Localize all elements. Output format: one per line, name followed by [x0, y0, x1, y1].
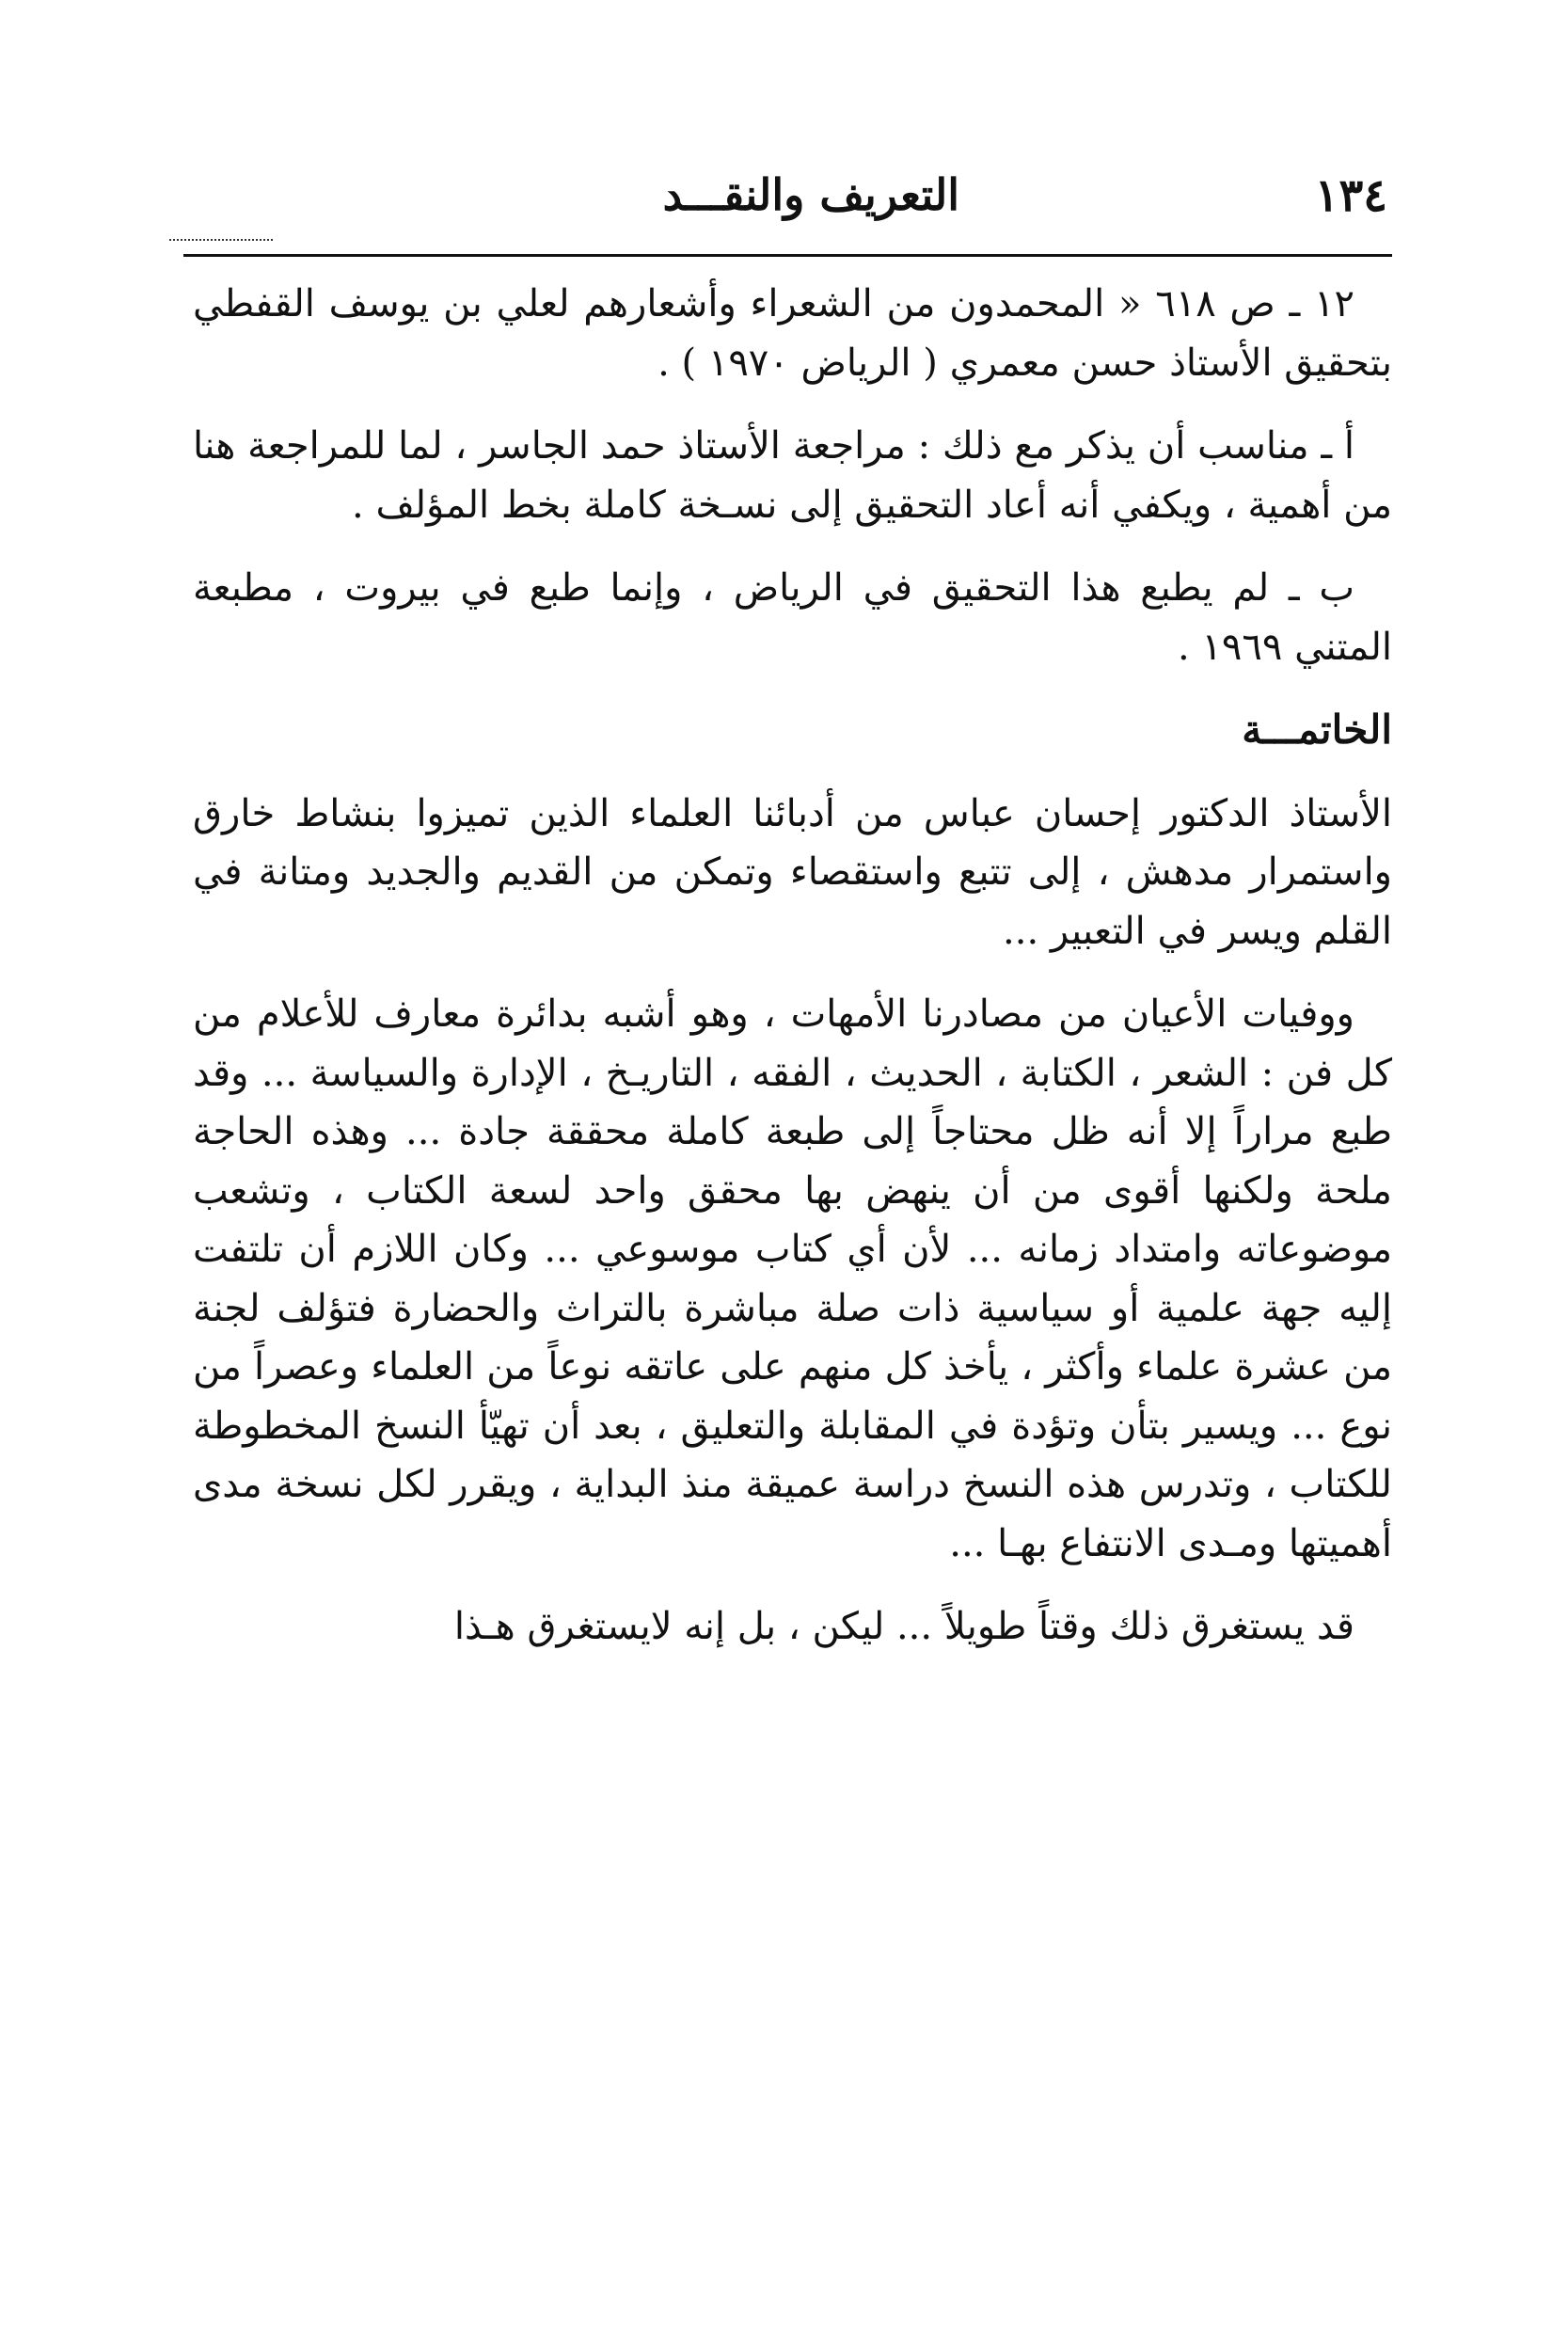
header-rule — [183, 254, 1392, 257]
note-a: أ ـ مناسب أن يذكر مع ذلك : مراجعة الأستاذ حمد الجاسر ، لما للمراجعة هنا من أهمية ، ويكفي أنه أعاد التحقيق إلى نسـخة كاملة بخط المؤلف . — [193, 424, 1392, 527]
page-header — [198, 141, 1387, 226]
page-body — [193, 275, 1392, 1681]
header-rule-ornament — [169, 239, 273, 241]
body-paragraph-1: الأستاذ الدكتور إحسان عباس من أدبائنا العلماء الذين تميزوا بنشاط خارق واستمرار مدهش ، إلى تتبع واستقصاء وتمكن من القديم والجديد ومتانة في القلم ويسر في التعبير ... — [193, 791, 1392, 953]
footnote-entry-12: ١٢ ـ ص ٦١٨ « المحمدون من الشعراء وأشعارهم لعلي بن يوسف القفطي بتحقيق الأستاذ حسن معمري ( الرياض ١٩٧٠ ) . — [193, 282, 1392, 385]
body-paragraph-3: قد يستغرق ذلك وقتاً طويلاً ... ليكن ، بل إنه لايستغرق هـذا — [453, 1605, 1354, 1648]
running-title: التعريف والنقـــد — [662, 169, 959, 220]
page-number: ١٣٤ — [1314, 169, 1387, 222]
note-b: ب ـ لم يطبع هذا التحقيق في الرياض ، وإنما طبع في بيروت ، مطبعة المتني ١٩٦٩ . — [193, 566, 1392, 669]
body-paragraph-2: ووفيات الأعيان من مصادرنا الأمهات ، وهو أشبه بدائرة معارف للأعلام من كل فن : الشعر ، الكتابة ، الحديث ، الفقه ، التاريـخ ، الإدارة والسياسة ... وقد طبع مراراً إلا أنه ظل محتاجاً إلى طبعة كاملة محققة جادة ... وهذه الحاجة ملحة ولكنها أقوى من أن ينهض بها محقق واحد لسعة الكتاب ، وتشعب موضوعاته وامتداد زمانه ... لأن أي كتاب موسوعي ... وكان اللازم أن تلتفت إليه جهة علمية أو سياسية ذات صلة مباشرة بالتراث والحضارة فتؤلف لجنة من عشرة علماء وأكثر ، يأخذ كل منهم على عاتقه نوعاً من العلماء وعصراً من نوع ... ويسير بتأن وتؤدة في المقابلة والتعليق ، بعد أن تهيّأ النسخ المخطوطة للكتاب ، وتدرس هذه النسخ دراسة عميقة منذ البداية ، ويقرر لكل نسخة مدى أهميتها ومـدى الانتفاع بهـا ... — [193, 992, 1392, 1565]
section-heading: الخاتمـــة — [1242, 706, 1392, 753]
